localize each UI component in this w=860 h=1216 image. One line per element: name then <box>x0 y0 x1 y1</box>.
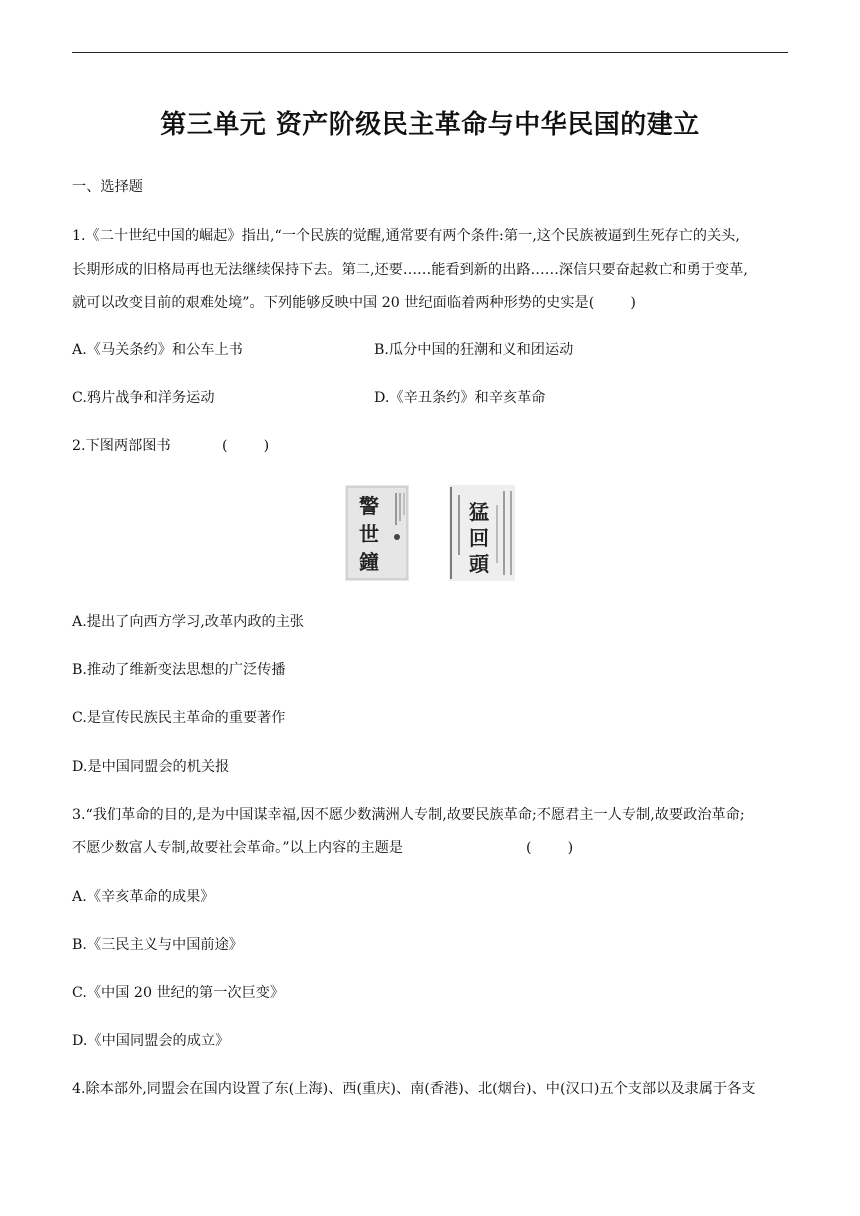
q1-option-d[interactable]: D.《辛丑条约》和辛亥革命 <box>374 390 546 406</box>
q3-option-a[interactable]: A.《辛亥革命的成果》 <box>72 889 215 905</box>
svg-text:頭: 頭 <box>469 552 489 576</box>
q1-option-a[interactable]: A.《马关条约》和公车上书 <box>72 342 243 358</box>
page-title: 第三单元 资产阶级民主革命与中华民国的建立 <box>160 110 700 140</box>
q4-line-1: 4.除本部外,同盟会在国内设置了东(上海)、西(重庆)、南(香港)、北(烟台)、中(汉口)五个支部以及隶属于各支 <box>72 1081 756 1097</box>
q3-option-c[interactable]: C.《中国 20 世纪的第一次巨变》 <box>72 985 285 1001</box>
q1-line-2: 长期形成的旧格局再也无法继续保持下去。第二,还要……能看到新的出路……深信只要奋起救亡和勇于变革, <box>72 262 748 278</box>
q1-option-b[interactable]: B.瓜分中国的狂潮和义和团运动 <box>374 342 574 358</box>
q2-answer-paren: ( ) <box>222 438 270 454</box>
q2-option-c[interactable]: C.是宣传民族民主革命的重要著作 <box>72 710 286 726</box>
q3-answer-paren: ( ) <box>526 840 574 856</box>
q1-line-1: 1.《二十世纪中国的崛起》指出,“一个民族的觉醒,通常要有两个条件:第一,这个民族被逼到生死存亡的关头, <box>72 228 740 244</box>
q1-line-3: 就可以改变目前的艰难处境”。下列能够反映中国 20 世纪面临着两种形势的史实是( ) <box>72 295 636 311</box>
svg-text:警: 警 <box>359 494 379 518</box>
section-heading: 一、选择题 <box>72 179 143 195</box>
q2-stem: 2.下图两部图书 <box>72 438 171 454</box>
header-rule <box>72 52 788 53</box>
book-cover-jingshizhong <box>345 485 409 581</box>
q2-option-d[interactable]: D.是中国同盟会的机关报 <box>72 759 230 775</box>
q2-option-b[interactable]: B.推动了维新变法思想的广泛传播 <box>72 662 286 678</box>
svg-text:回: 回 <box>469 526 489 550</box>
q3-option-d[interactable]: D.《中国同盟会的成立》 <box>72 1033 230 1049</box>
q3-line-1: 3.“我们革命的目的,是为中国谋幸福,因不愿少数满洲人专制,故要民族革命;不愿君主一人专制,故要政治革命; <box>72 807 745 823</box>
q2-option-a[interactable]: A.提出了向西方学习,改革内政的主张 <box>72 614 305 630</box>
q1-option-c[interactable]: C.鸦片战争和洋务运动 <box>72 390 215 406</box>
q3-line-2: 不愿少数富人专制,故要社会革命。”以上内容的主题是 <box>72 840 403 856</box>
svg-text:世: 世 <box>359 522 379 546</box>
book-cover-menghuitou <box>449 485 515 581</box>
menghuitou-cover-art <box>449 485 515 581</box>
svg-text:鐘: 鐘 <box>359 550 379 574</box>
jingshizhong-cover-art <box>345 485 409 581</box>
svg-text:猛: 猛 <box>469 500 489 524</box>
q3-option-b[interactable]: B.《三民主义与中国前途》 <box>72 937 243 953</box>
